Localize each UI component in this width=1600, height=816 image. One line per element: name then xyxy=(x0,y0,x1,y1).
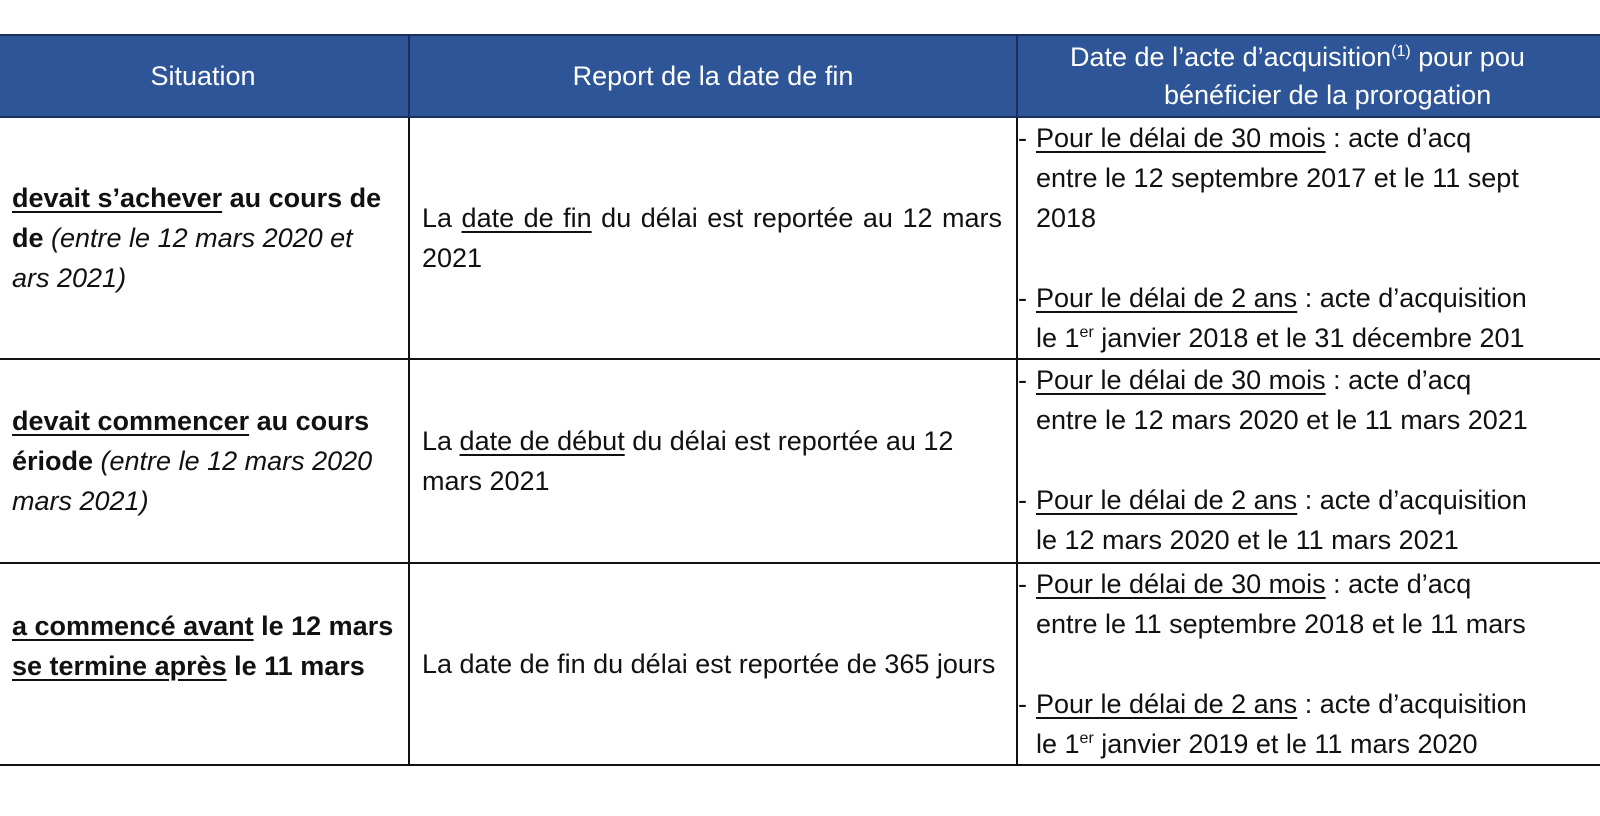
header-acquisition xyxy=(1017,35,1600,117)
acquisition-text: 2018 xyxy=(1036,203,1097,233)
prorogation-table xyxy=(0,34,1600,766)
acquisition-item-2-ans: - Pour le délai de 2 ans : acte d’acquisition le 12 mars 2020 et le 11 mars 2021 xyxy=(1018,485,1527,555)
situation-text: le 11 mars xyxy=(226,651,365,681)
situation-text: ériode xyxy=(12,446,94,476)
report-cell xyxy=(409,359,1017,563)
report-text: La date de fin du délai est reportée de 365 jours xyxy=(422,649,996,679)
acquisition-text: : acte d’acquisition xyxy=(1297,689,1527,719)
table-header-row xyxy=(0,35,1600,117)
acquisition-text: entre le 12 mars 2020 et le 11 mars 2021 xyxy=(1036,405,1528,435)
situation-cell xyxy=(0,117,409,359)
report-cell xyxy=(409,563,1017,765)
acquisition-item-30-mois: - Pour le délai de 30 mois : acte d’acq entre le 12 septembre 2017 et le 11 sept 2018 xyxy=(1018,123,1519,233)
acquisition-text: : acte d’acq xyxy=(1325,123,1472,153)
header-acquisition-text: Date de l’acte d’acquisition xyxy=(1070,42,1392,72)
acquisition-item-30-mois: - Pour le délai de 30 mois : acte d’acq entre le 12 mars 2020 et le 11 mars 2021 xyxy=(1018,365,1528,435)
acquisition-text: le 1 xyxy=(1036,323,1080,353)
header-report: Report de la date de fin xyxy=(409,35,1017,117)
header-acquisition-tail: pour pou xyxy=(1410,42,1525,72)
table-row xyxy=(0,117,1600,359)
acquisition-item-30-mois: - Pour le délai de 30 mois : acte d’acq entre le 11 septembre 2018 et le 11 mars xyxy=(1018,569,1526,639)
acquisition-text: janvier 2019 et le 11 mars 2020 xyxy=(1093,729,1478,759)
delay-label: Pour le délai de 2 ans xyxy=(1036,689,1298,719)
delay-label: Pour le délai de 2 ans xyxy=(1036,283,1298,313)
situation-text: le 12 mars xyxy=(253,611,394,641)
situation-cell xyxy=(0,359,409,563)
report-keyword: date de fin xyxy=(461,203,592,233)
acquisition-text: : acte d’acq xyxy=(1325,365,1472,395)
table-row xyxy=(0,563,1600,765)
ordinal-sup: er xyxy=(1079,730,1094,747)
header-acquisition-line2: bénéficier de la prorogation xyxy=(1164,80,1492,110)
situation-keyword: a commencé avant xyxy=(12,611,254,641)
acquisition-cell xyxy=(1017,117,1600,359)
acquisition-text: : acte d’acquisition xyxy=(1297,485,1527,515)
acquisition-text: janvier 2018 et le 31 décembre 201 xyxy=(1093,323,1525,353)
report-text: La xyxy=(422,426,460,456)
situation-period: (entre le 12 mars 2020 et xyxy=(43,223,353,253)
delay-label: Pour le délai de 30 mois xyxy=(1036,123,1326,153)
situation-keyword: devait commencer xyxy=(12,406,250,436)
delay-label: Pour le délai de 30 mois xyxy=(1036,569,1326,599)
acquisition-text: : acte d’acq xyxy=(1325,569,1472,599)
delay-label: Pour le délai de 30 mois xyxy=(1036,365,1326,395)
header-situation: Situation xyxy=(0,35,409,117)
table-row xyxy=(0,359,1600,563)
situation-text: au cours xyxy=(249,406,370,436)
acquisition-text: entre le 11 septembre 2018 et le 11 mars xyxy=(1036,609,1526,639)
situation-keyword: se termine après xyxy=(12,651,227,681)
situation-text: de xyxy=(12,223,44,253)
report-text: du délai est reportée au 12 mars 2021 xyxy=(422,203,1002,273)
acquisition-text: le 1 xyxy=(1036,729,1080,759)
situation-cell xyxy=(0,563,409,765)
acquisition-item-2-ans: - Pour le délai de 2 ans : acte d’acquisition le 1er janvier 2019 et le 11 mars 2020 xyxy=(1018,689,1527,759)
report-text: du délai est reportée au 12 mars 2021 xyxy=(422,426,954,496)
situation-period: mars 2021) xyxy=(12,486,149,516)
acquisition-cell xyxy=(1017,563,1600,765)
footnote-marker: (1) xyxy=(1391,43,1411,60)
situation-period: (entre le 12 mars 2020 xyxy=(93,446,373,476)
report-keyword: date de début xyxy=(459,426,625,456)
acquisition-item-2-ans: - Pour le délai de 2 ans : acte d’acquisition le 1er janvier 2018 et le 31 décembre 201 xyxy=(1018,283,1527,353)
delay-label: Pour le délai de 2 ans xyxy=(1036,485,1298,515)
report-cell xyxy=(409,117,1017,359)
acquisition-text: : acte d’acquisition xyxy=(1297,283,1527,313)
ordinal-sup: er xyxy=(1079,324,1094,341)
acquisition-cell xyxy=(1017,359,1600,563)
situation-period: ars 2021) xyxy=(12,263,127,293)
acquisition-text: entre le 12 septembre 2017 et le 11 sept xyxy=(1036,163,1519,193)
acquisition-text: le 12 mars 2020 et le 11 mars 2021 xyxy=(1036,525,1459,555)
situation-keyword: devait s’achever xyxy=(12,183,223,213)
report-text: La xyxy=(422,203,462,233)
situation-text: au cours de xyxy=(222,183,382,213)
